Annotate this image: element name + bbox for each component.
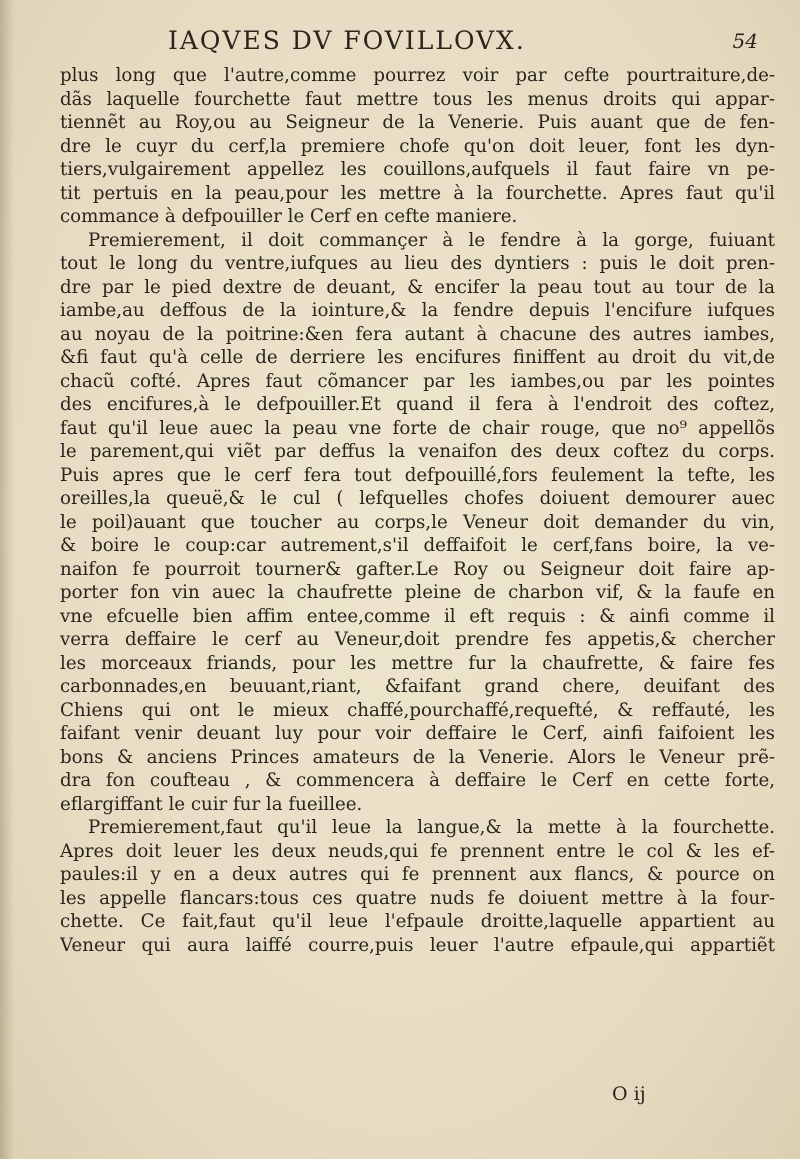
body-text (60, 64, 775, 957)
text-line: tiennẽt au Roy,ou au Seigneur de la Venerie. Puis auant que de fen- (60, 112, 775, 133)
text-line: les morceaux friands, pour les mettre fur la chaufrette, & faire fes (60, 652, 775, 674)
text-line: paules:il y en a deux autres qui fe prennent aux flancs, & pource on (60, 864, 775, 885)
text-line: le poil)auant que toucher au corps,le Veneur doit demander du vin, (60, 511, 775, 533)
text-line: le parement,qui viẽt par deffus la venaifon des deux coftez du corps. (60, 441, 775, 462)
text-line: Chiens qui ont le mieux chaffé,pourchaffé,requefté, & reffauté, les (60, 699, 775, 721)
text-line: & boire le coup:car autrement,s'il deffaifoit le cerf,fans boire, la ve- (60, 535, 775, 556)
text-line: tit pertuis en la peau,pour les mettre à la fourchette. Apres faut qu'il (60, 182, 775, 204)
text-line: chacũ cofté. Apres faut cõmancer par les iambes,ou par les pointes (60, 370, 775, 392)
text-line: plus long que l'autre,comme pourrez voir par cefte pourtraiture,de- (60, 65, 775, 86)
paragraph (60, 64, 775, 229)
text-line: dra fon coufteau , & commencera à deffaire le Cerf en cette forte, (60, 770, 775, 791)
text-line: dãs laquelle fourchette faut mettre tous les menus droits qui appar- (60, 88, 775, 110)
text-line: chette. Ce fait,faut qu'il leue l'efpaule droitte,laquelle appartient au (60, 911, 775, 932)
text-line: les appelle flancars:tous ces quatre nuds fe doiuent mettre à la four- (60, 887, 775, 909)
binding-shadow (0, 0, 14, 1159)
text-line: oreilles,la queuë,& le cul ( lefquelles chofes doiuent demourer auec (60, 488, 775, 509)
text-line: commance à defpouiller le Cerf en cefte maniere. (60, 206, 518, 227)
running-title: IAQVES DV FOVILLOVX. (168, 26, 526, 55)
text-line: Premierement,faut qu'il leue la langue,& la mette à la fourchette. (88, 817, 775, 838)
page-header (0, 26, 800, 56)
text-line: verra deffaire le cerf au Veneur,doit prendre fes appetis,& chercher (60, 629, 775, 650)
text-line: Veneur qui aura laiffé courre,puis leuer l'autre efpaule,qui appartiẽt (60, 934, 775, 956)
text-line: &fi faut qu'à celle de derriere les encifures finiffent au droit du vit,de (60, 347, 775, 368)
text-line: faifant venir deuant luy pour voir deffaire le Cerf, ainfi faifoient les (60, 723, 775, 744)
paragraph (60, 816, 775, 957)
text-line: Premierement, il doit commançer à le fendre à la gorge, fuiuant (88, 229, 775, 251)
text-line: Puis apres que le cerf fera tout defpouillé,fors feulement la tefte, les (60, 464, 775, 486)
text-line: dre par le pied dextre de deuant, & encifer la peau tout au tour de la (60, 276, 775, 298)
text-line: vne efcuelle bien affim entee,comme il eft requis : & ainfi comme il (60, 605, 775, 627)
text-line: eflargiffant le cuir fur la fueillee. (60, 793, 363, 815)
paragraph (60, 229, 775, 817)
text-line: au noyau de la poitrine:&en fera autant à chacune des autres iambes, (60, 323, 775, 345)
text-line: porter fon vin auec la chaufrette pleine de charbon vif, & la faufe en (60, 582, 775, 603)
text-line: iambe,au deffous de la iointure,& la fendre depuis l'encifure iufques (60, 300, 775, 321)
text-line: des encifures,à le defpouiller.Et quand il fera à l'endroit des coftez, (60, 394, 775, 415)
text-line: dre le cuyr du cerf,la premiere chofe qu'on doit leuer, font les dyn- (60, 135, 775, 157)
text-line: carbonnades,en beuuant,riant, &faifant grand chere, deuifant des (60, 676, 775, 697)
signature-mark: O ij (612, 1083, 646, 1105)
folio-number: 54 (732, 29, 758, 53)
text-line: tout le long du ventre,iufques au lieu des dyntiers : puis le doit pren- (60, 253, 775, 274)
text-line: Apres doit leuer les deux neuds,qui fe prennent entre le col & les ef- (60, 840, 775, 862)
text-line: bons & anciens Princes amateurs de la Venerie. Alors le Veneur prẽ- (60, 746, 775, 768)
text-line: faut qu'il leue auec la peau vne forte de chair rouge, que no⁹ appellõs (60, 417, 775, 439)
text-line: tiers,vulgairement appellez les couillons,aufquels il faut faire vn pe- (60, 159, 775, 180)
text-line: naifon fe pourroit tourner& gafter.Le Roy ou Seigneur doit faire ap- (60, 558, 775, 580)
